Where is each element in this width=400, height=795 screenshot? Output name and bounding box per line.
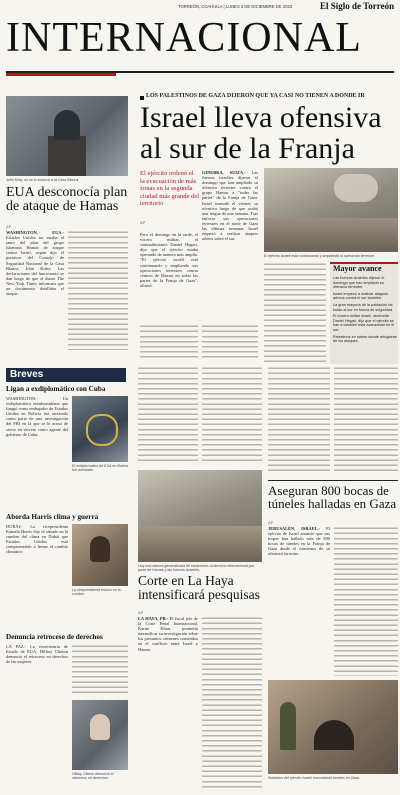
rubble — [264, 218, 398, 252]
breve-1-photo — [72, 396, 128, 462]
debris — [138, 526, 262, 562]
tunnels-body — [268, 526, 330, 676]
sidebar-list — [333, 276, 397, 360]
tunnels-rule — [268, 480, 398, 481]
breve-3-caption: Hillary Clinton denunció el retroceso en derechos. — [72, 772, 114, 781]
issue-line: TORREÓN, COAHUILA | LUNES 4 DE DICIEMBRE DE 2023 — [178, 4, 293, 9]
lead-kicker-bullet — [140, 96, 144, 100]
corte-byline: AP — [138, 610, 144, 615]
eua-headline: EUA desconocía plan de ataque de Hamas — [6, 185, 128, 215]
lead-body-col8 — [138, 366, 198, 464]
sidebar-item: Palestinos en saben donde refugiarse de los ataques. — [333, 334, 397, 344]
tunnels-dateline: JERUSALÉN, ISRAEL.- — [268, 526, 321, 531]
sidebar-item: Israel empezó a realizar ataques aéreos contra el sur también. — [333, 291, 389, 301]
lead-body-col2 — [140, 232, 198, 320]
smoke — [334, 174, 378, 202]
breve-2-caption: La vicepresidenta estuvo en la cumbre. — [72, 588, 121, 597]
tunnel-opening — [314, 720, 354, 750]
tunnels-body-col2 — [334, 526, 398, 676]
lead-headline: Israel lleva ofensiva al sur de la Franja — [140, 101, 382, 165]
breve-1-caption: El exdiplomático de EUA en Bolivia fue arrestado. — [72, 464, 128, 473]
gaza-photo — [264, 168, 398, 252]
corte-dateline: LA HAYA, PB.- — [138, 616, 169, 621]
eua-dateline: WASHINGTON, EUA.- — [6, 230, 64, 235]
breve-2-photo — [72, 524, 128, 586]
section-accent — [6, 73, 116, 76]
corte-body — [138, 616, 198, 788]
lead-body-col3 — [264, 262, 326, 362]
gaza-photo-caption: El ejército israelí está continuando y ampliando la operación terrestre. — [264, 254, 376, 258]
breve-2-body: DUBÁI.- La vicepresidenta Kamala Harris dijo el sábado en la cumbre del clima en Dubái que Estados Unidos está comprometido a frenar el cambio climático. — [6, 524, 68, 555]
lead-body-col5 — [202, 324, 258, 360]
breve-3-headline: Denuncia retroceso de derechos — [6, 634, 103, 641]
seal — [86, 414, 118, 446]
lead-byline: AP — [140, 220, 146, 225]
corte-body-col2 — [202, 616, 262, 788]
corte-photo — [138, 470, 262, 562]
breve-1-headline: Ligan a exdiplomático con Cuba — [6, 386, 106, 393]
lead-body-4: "El ejército israelí está continuando y ampliando sus operaciones terrestres contra centros de Hamas en todas las partes de la Franja de Gaza", afirmó. — [140, 257, 198, 288]
breve-1-body: WASHINGTON.- Un exdiplomático estadounidense que fungió como embajador de Estados Unidos en Bolivia fue arrestado como parte de una investigación del FBI en la que se le acusa de servir en secreto como agente del gobierno de Cuba. — [6, 396, 68, 437]
tunnels-byline: AP — [268, 520, 274, 525]
eua-text: Estados Unidos no estaba al tanto del plan del grupo islamista Hamas de ataque contra Israel, según dijo el portavoz del Consejo de Seguridad Nacional de la Casa Blanca, John Kirby. Las declaraciones del funcionario se dan luego de que el diario The New York Times informara que un documento detallaba el ataque. — [6, 235, 64, 297]
corte-text: El fiscal jefe de la Corte Penal Internacional, Karim Khan, prometió intensificar su investigación sobre los presuntos crímenes cometidos en el conflicto entre Israel y Hamas. — [138, 616, 198, 652]
lead-body-col9 — [202, 366, 262, 464]
eua-body-col2 — [68, 230, 128, 350]
paper-logo: El Siglo de Torreón — [320, 1, 395, 11]
breve-3-col2 — [72, 644, 128, 696]
tunnels-text: El ejército de Israel anunció que sus tropas han hallado más de 800 bocas de túneles en la Franja de Gaza desde el comienzo de su ofensiva terrestre. — [268, 526, 330, 557]
lead-body-3: Pero el domingo en la tarde, el vocero militar, el contraalmirante Daniel Hagari, dijo que el ejército estaba operando de manera más amplia. — [140, 232, 198, 258]
lead-body-col1 — [202, 170, 258, 320]
speaker-silhouette — [90, 536, 110, 562]
section-title: INTERNACIONAL — [6, 15, 362, 61]
breve-2-headline: Aborda Harris clima y guerra — [6, 514, 99, 521]
breve-3-photo — [72, 700, 128, 770]
lead-deck: El ejército ordenó el la evacuación de más zonas en la segunda ciudad más grande del territorio — [140, 170, 200, 208]
kirby-photo — [6, 96, 128, 176]
tunnel-caption: Soldados del ejército israelí encontraron túneles en Gaza. — [268, 776, 361, 780]
podium — [48, 136, 86, 176]
lead-body-col7 — [334, 366, 398, 474]
lead-kicker: LOS PALESTINOS DE GAZA DIJERON QUE YA CASI NO TIENEN A DÓNDE IR — [146, 93, 365, 99]
lead-dateline: GINEBRA, SUIZA.- — [202, 170, 246, 175]
kirby-caption: John Kirby no se lo contuvo a la Casa Blanca. — [6, 178, 80, 182]
corte-caption: Hay una alarma generalizada de violaciones al derecho internacional por parte de Hamas y las fuerzas israelíes. — [138, 564, 255, 573]
speaker2-silhouette — [90, 714, 110, 740]
eua-byline: AP — [6, 224, 12, 229]
corte-headline: Corte en La Haya intensificará pesquisas — [138, 573, 260, 602]
lead-body-col6 — [268, 366, 330, 474]
person-silhouette — [54, 110, 80, 140]
tunnels-headline: Aseguran 800 bocas de túneles halladas en Gaza — [268, 483, 397, 512]
sidebar-item: El vocero militar israelí, almirante Daniel Hagari, dijo que el ejército se han a también está avanzando en el sur. — [333, 314, 395, 332]
lead-body-col4 — [140, 324, 198, 360]
soldier-silhouette — [280, 702, 296, 750]
sidebar-item: Las fuerzas israelíes dijeron el domingo que han ampliado su ofensiva terrestre. — [333, 276, 385, 290]
lead-body-2: Israel reanudó el viernes su ofensiva luego de que acabó una tregua de una semana. Tras enfocar sus operaciones terrestres en el norte de Gaza las últimas semanas Israel empezó a realizar ataques aéreos sobre el sur. — [202, 200, 258, 242]
breve-3-body: LA PAZ.- La exsecretaria de Estado de EUA, Hillary Clinton denunció el retroceso en derechos de las mujeres. — [6, 644, 68, 665]
lead-body-1: Las fuerzas israelíes dijeron el domingo que han ampliado su ofensiva terrestre contra el grupo Hamas a "todas las partes" de la Franja de Gaza. — [202, 170, 258, 201]
sidebar-title: Mayor avance — [333, 264, 382, 273]
sidebar-item: La gran mayoría de la población ha huido al sur en busca de seguridad. — [333, 302, 394, 312]
eua-body — [6, 230, 64, 350]
tunnel-photo — [268, 680, 398, 774]
breves-title: Breves — [10, 369, 44, 380]
masthead — [0, 0, 400, 78]
